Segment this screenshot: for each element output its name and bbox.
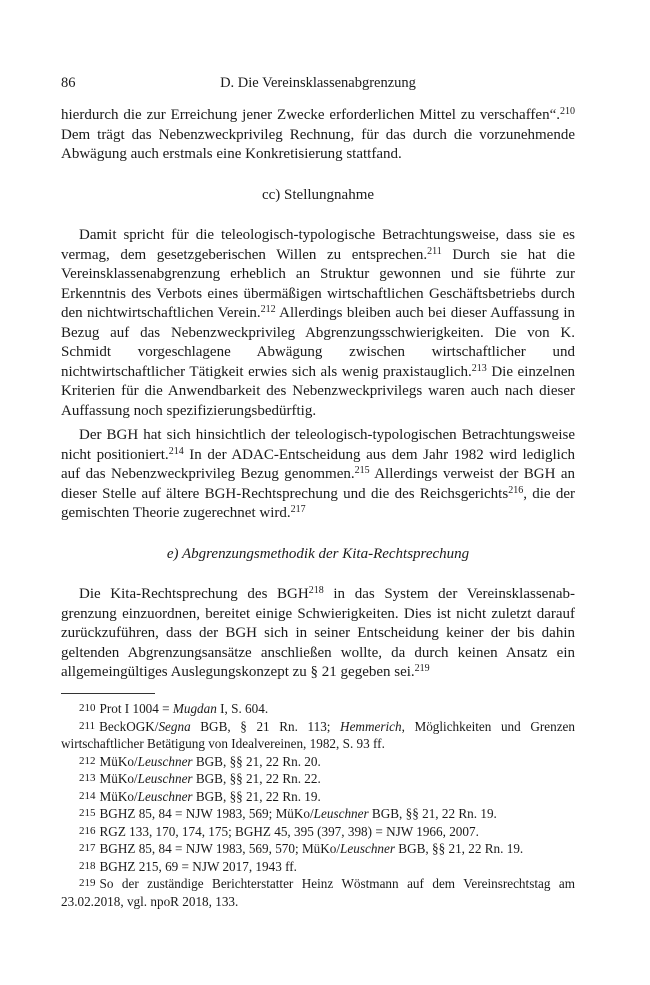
footnote: 219 So der zuständige Berichterstatter Heinz Wöstmann auf dem Vereinsrechtstag am 23.02.2018, vgl. npoR 2018, 133.: [61, 876, 575, 909]
running-header: [61, 75, 575, 95]
section-heading-stellungnahme: cc) Stellungnahme: [261, 186, 375, 203]
footnote-ref-217[interactable]: 217: [290, 504, 306, 515]
footnote-ref-214[interactable]: 214: [168, 445, 184, 457]
section-heading-kita: e) Abgrenzungsmethodik der Kita-Rechtsprechung: [166, 545, 470, 562]
paragraph-bgh: Der BGH hat sich hinsichtlich der teleologisch-typologischen Betrachtungsweise nicht positioniert.$^{214}$ In der ADAC-Entscheidung aus dem Jahr 1982 wird lediglich auf das Nebenzweckprivileg Bezug genommen.$^{215}$ Allerdings verweist der BGH an dieser Stelle auf ältere BGH-Rechtsprechung und die des Reichsgerichts$^{216}$, die der gemischten Theorie zugerechnet wird.$^{217}$: [61, 427, 576, 521]
footnote-ref-211[interactable]: 211: [427, 245, 442, 257]
footnote-ref-218[interactable]: 218: [308, 585, 324, 596]
footnote: 210 Prot I 1004 = Mugdan I, S. 604.: [79, 701, 269, 716]
footnote: 217 BGHZ 85, 84 = NJW 1983, 569, 570; MüKo/Leuschner BGB, §§ 21, 22 Rn. 19.: [79, 841, 524, 856]
footnote-ref-213[interactable]: 213: [471, 362, 487, 374]
footnote-divider: [61, 693, 155, 694]
footnote: 216 RGZ 133, 170, 174, 175; BGHZ 45, 395 (397, 398) = NJW 1966, 2007.: [79, 823, 479, 839]
main-text: [61, 106, 575, 683]
paragraph-stellungnahme: Damit spricht für die teleologisch-typologische Betrachtungsweise, dass sie es vermag, dem gesetzgeberischen Willen zu entsprechen.$^{211}$ Durch sie hat die Vereinsklassenabgrenzung erheblich an Struktur gewonnen und sie führte zur Erkenntnis des Verbots eines übermäßigen wirtschaftlichen Geschäftsbetriebs durch den nichtwirtschaftlichen Verein.$^{212}$ Allerdings bleiben auch bei dieser Auffassung in Bezug auf das Nebenzweckprivileg Abgrenzungsschwierigkeiten. Die von K. Schmidt vorgeschlagene Abwägung zwischen wirtschaftlicher und nichtwirtschaftlicher Tätigkeit erwies sich als wenig praxistauglich.$^{213}$ Die einzelnen Kriterien für die Anwendbarkeit des Nebenzweckprivilegs waren auch nach dieser Auffassung noch spezifizierungsbedürftig.: [61, 227, 576, 419]
running-title: D. Die Vereinsklassenabgrenzung: [220, 75, 416, 91]
footnote: 215 BGHZ 85, 84 = NJW 1983, 569; MüKo/Leuschner BGB, §§ 21, 22 Rn. 19.: [79, 806, 497, 821]
footnote-ref-219[interactable]: 219: [414, 663, 430, 674]
paragraph-kita: Die Kita-Rechtsprechung des BGH$^{218}$ in das System der Vereinsklassenabgrenzung einzuordnen, bereitet einige Schwierigkeiten. Dies ist nicht zuletzt darauf zurückzuführen, dass der BGH sich in seiner Entscheidung keiner der bis dahin geltenden Abgrenzungsansätze anschließen wollte, da durch keinen Ansatz ein allgemeingültiges Auslegungskonzept zu § 21 gegeben sei.$^{219}$: [61, 585, 575, 680]
paragraph-continuation: hierdurch die zur Erreichung jener Zwecke erforderlichen Mittel zu verschaffen“.$^{210}$ Dem trägt das Nebenzweckprivileg Rechnung, für das durch die vorzunehmende Abwägung auch erstmals eine Konkretisierung stattfand.: [61, 106, 575, 162]
footnote-ref-215[interactable]: 215: [354, 465, 370, 476]
footnote-ref-212[interactable]: 212: [260, 304, 276, 315]
page-number: 86: [61, 75, 76, 91]
footnote: 211 BeckOGK/Segna BGB, § 21 Rn. 113; Hemmerich, Möglichkeiten und Grenzen wirtschaftlicher Betätigung von Idealvereinen, 1982, S. 93 ff.: [61, 718, 575, 751]
footnote: 218 BGHZ 215, 69 = NJW 2017, 1943 ff.: [79, 858, 297, 874]
footnote: 214 MüKo/Leuschner BGB, §§ 21, 22 Rn. 19.: [79, 788, 321, 804]
footnote: 212 MüKo/Leuschner BGB, §§ 21, 22 Rn. 20.: [79, 753, 321, 769]
footnote-ref-210[interactable]: 210: [560, 106, 575, 117]
footnotes: [61, 700, 575, 910]
footnote: 213 MüKo/Leuschner BGB, §§ 21, 22 Rn. 22.: [79, 771, 321, 786]
footnote-ref-216[interactable]: 216: [508, 484, 524, 496]
